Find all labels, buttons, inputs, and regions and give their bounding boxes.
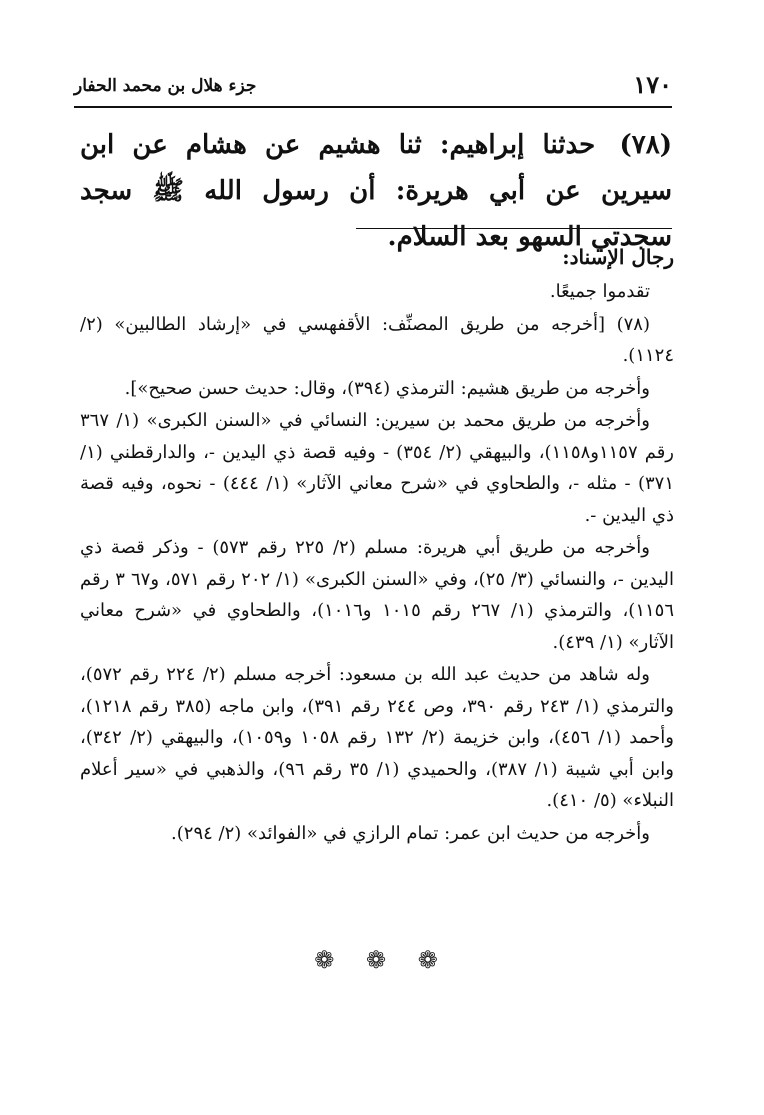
note-paragraph: وأخرجه من طريق أبي هريرة: مسلم (٢/ ٢٢٥ رقم ٥٧٣) - وذكر قصة ذي اليدين -، والنسائي (٣/ ٢٥)، وفي «السنن الكبرى» (١/ ٢٠٢ رقم ٥٧١، و٦٧ ٣ رقم ١١٥٦)، والترمذي (١/ ٢٦٧ رقم ١٠١٥ و١٠١٦)، والطحاوي في «شرح معاني الآثار» (١/ ٤٣٩). <box>80 537 674 653</box>
section-ornament <box>0 946 764 974</box>
footnotes <box>80 240 674 849</box>
flower-ornament-icon: ❁ <box>417 946 450 974</box>
note-paragraph: وأخرجه من طريق محمد بن سيرين: النسائي في «السنن الكبرى» (١/ ٣٦٧ رقم ١١٥٧و١١٥٨)، والبيهقي (٢/ ٣٥٤) - وفيه قصة ذي اليدين -، والدارقطني (١/ ٣٧١) - مثله -، والطحاوي في «شرح معاني الآثار» (١/ ٤٤٤) - نحوه، وفيه قصة ذي اليدين -. <box>80 410 674 526</box>
page-number: ١٧٠ <box>633 70 672 99</box>
hadith-body: حدثنا إبراهيم: ثنا هشيم عن هشام عن ابن سيرين عن أبي هريرة: أن رسول الله ﷺ سجد سجدتي السهو بعد السلام. <box>80 130 672 252</box>
note-paragraph: وله شاهد من حديث عبد الله بن مسعود: أخرجه مسلم (٢/ ٢٢٤ رقم ٥٧٢)، والترمذي (١/ ٢٤٣ رقم ٣٩٠، وص ٢٤٤ رقم ٣٩١)، وابن ماجه (٣٨٥ رقم ١٢١٨)، وأحمد (١/ ٤٥٦)، وابن خزيمة (٢/ ١٣٢ رقم ١٠٥٨ و١٠٥٩)، والبيهقي (٢/ ٣٤٢)، وابن أبي شيبة (١/ ٣٨٧)، والحميدي (١/ ٣٥ رقم ٩٦)، والذهبي في «سير أعلام النبلاء» (٥/ ٤١٠). <box>80 664 674 811</box>
header-rule <box>74 106 672 108</box>
flower-ornament-icon: ❁ <box>314 946 347 974</box>
note-paragraph: (٧٨) [أخرجه من طريق المصنِّف: الأقفهسي في «إرشاد الطالبين» (٢/ ١١٢٤). <box>80 313 674 366</box>
note-paragraph: وأخرجه من طريق هشيم: الترمذي (٣٩٤)، وقال: حديث حسن صحيح»]. <box>124 377 650 399</box>
hadith-number: (٧٨) <box>619 130 672 160</box>
footnote-separator <box>356 228 672 229</box>
note-paragraph: تقدموا جميعًا. <box>549 281 650 302</box>
book-title: جزء هلال بن محمد الحفار <box>74 76 257 96</box>
flower-ornament-icon: ❁ <box>365 946 399 974</box>
notes-heading: رجال الإسناد: <box>562 245 674 269</box>
note-paragraph: وأخرجه من حديث ابن عمر: تمام الرازي في «الفوائد» (٢/ ٢٩٤). <box>171 822 650 844</box>
running-header <box>74 70 672 102</box>
